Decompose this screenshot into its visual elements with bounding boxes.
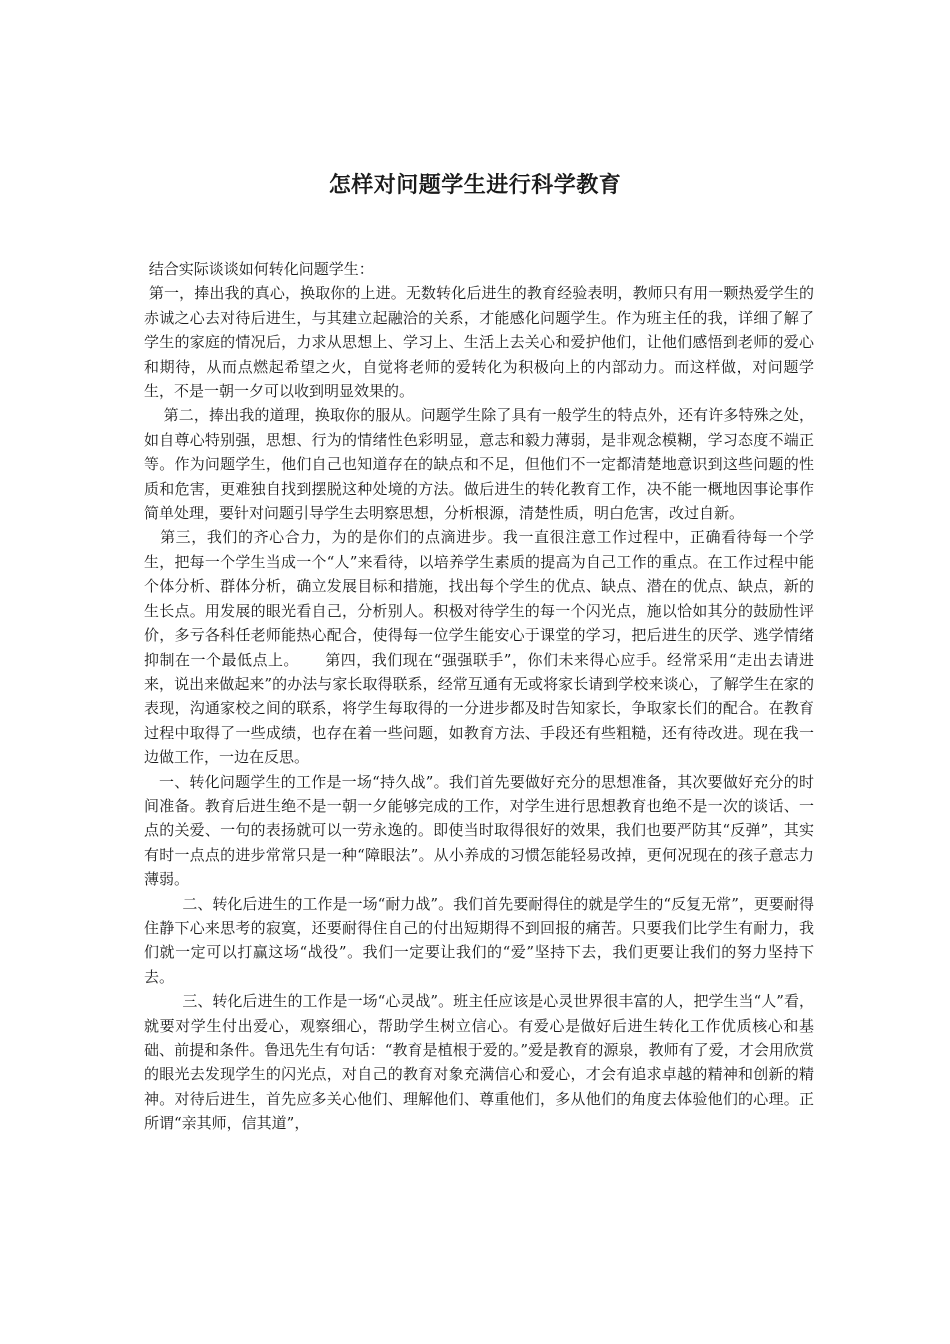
paragraph-second-point: 第二，捧出我的道理，换取你的服从。问题学生除了具有一般学生的特点外，还有许多特殊之处，如自尊心特别强，思想、行为的情绪性色彩明显，意志和毅力薄弱，是非观念模糊，学习态度不端正等。作为问题学生，他们自己也知道存在的缺点和不足，但他们不一定都清楚地意识到这些问题的性质和危害，更难独自找到摆脱这种处境的方法。做后进生的转化教育工作，决不能一概地因事论事作简单处理，要针对问题引导学生去明察思想，分析根源，清楚性质，明白危害，改过自新。	[144, 406, 814, 523]
paragraph-first-point: 第一，捧出我的真心，换取你的上进。无数转化后进生的教育经验表明，教师只有用一颗热爱学生的赤诚之心去对待后进生，与其建立起融洽的关系，才能感化问题学生。作为班主任的我，详细了解了学生的家庭的情况后，力求从思想上、学习上、生活上去关心和爱护他们，让他们感悟到老师的爱心和期待，从而点燃起希望之火，自觉将老师的爱转化为积极向上的内部动力。而这样做，对问题学生，不是一朝一夕可以收到明显效果的。	[144, 284, 814, 401]
paragraph-persistence: 一、转化问题学生的工作是一场“持久战”。我们首先要做好充分的思想准备，其次要做好充分的时间准备。教育后进生绝不是一朝一夕能够完成的工作，对学生进行思想教育也绝不是一次的谈话、一点的关爱、一句的表扬就可以一劳永逸的。即使当时取得很好的效果，我们也要严防其“反弹”，其实有时一点点的进步常常只是一种“障眼法”。从小养成的习惯怎能轻易改掉，更何况现在的孩子意志力薄弱。	[144, 772, 814, 889]
intro-paragraph: 结合实际谈谈如何转化问题学生：	[144, 260, 374, 278]
paragraph-heart: 三、转化后进生的工作是一场“心灵战”。班主任应该是心灵世界很丰富的人，把学生当“人”看，就要对学生付出爱心，观察细心，帮助学生树立信心。有爱心是做好后进生转化工作优质核心和基础、前提和条件。鲁迅先生有句话：“教育是植根于爱的。”爱是教育的源泉，教师有了爱，才会用欣赏的眼光去发现学生的闪光点，对自己的教育对象充满信心和爱心，才会有追求卓越的精神和创新的精神。对待后进生，首先应多关心他们、理解他们、尊重他们，多从他们的角度去体验他们的心理。正所谓“亲其师，信其道”，	[144, 992, 814, 1133]
document-body	[144, 257, 814, 1136]
paragraph-endurance: 二、转化后进生的工作是一场“耐力战”。我们首先要耐得住的就是学生的“反复无常”，更要耐得住静下心来思考的寂寞，还要耐得住自己的付出短期得不到回报的痛苦。只要我们比学生有耐力，我们就一定可以打赢这场“战役”。我们一定要让我们的“爱”坚持下去，我们更要让我们的努力坚持下去。	[144, 894, 814, 986]
document-title: 怎样对问题学生进行科学教育	[328, 173, 622, 198]
paragraph-third-fourth-point: 第三，我们的齐心合力，为的是你们的点滴进步。我一直很注意工作过程中，正确看待每一个学生，把每一个学生当成一个“人”来看待，以培养学生素质的提高为自己工作的重点。在工作过程中能个体分析、群体分析，确立发展目标和措施，找出每个学生的优点、缺点、潜在的优点、缺点，新的生长点。用发展的眼光看自己，分析别人。积极对待学生的每一个闪光点，施以恰如其分的鼓励性评价，多亏各科任老师能热心配合，使得每一位学生能安心于课堂的学习，把后进生的厌学、逃学情绪抑制在一个最低点上。 第四，我们现在“强强联手”，你们未来得心应手。经常采用“走出去请进来，说出来做起来”的办法与家长取得联系，经常互通有无或将家长请到学校来谈心，了解学生在家的表现，沟通家校之间的联系，将学生每取得的一分进步都及时告知家长，争取家长们的配合。在教育过程中取得了一些成绩，也存在着一些问题，如教育方法、手段还有些粗糙，还有待改进。现在我一边做工作，一边在反思。	[144, 528, 814, 767]
